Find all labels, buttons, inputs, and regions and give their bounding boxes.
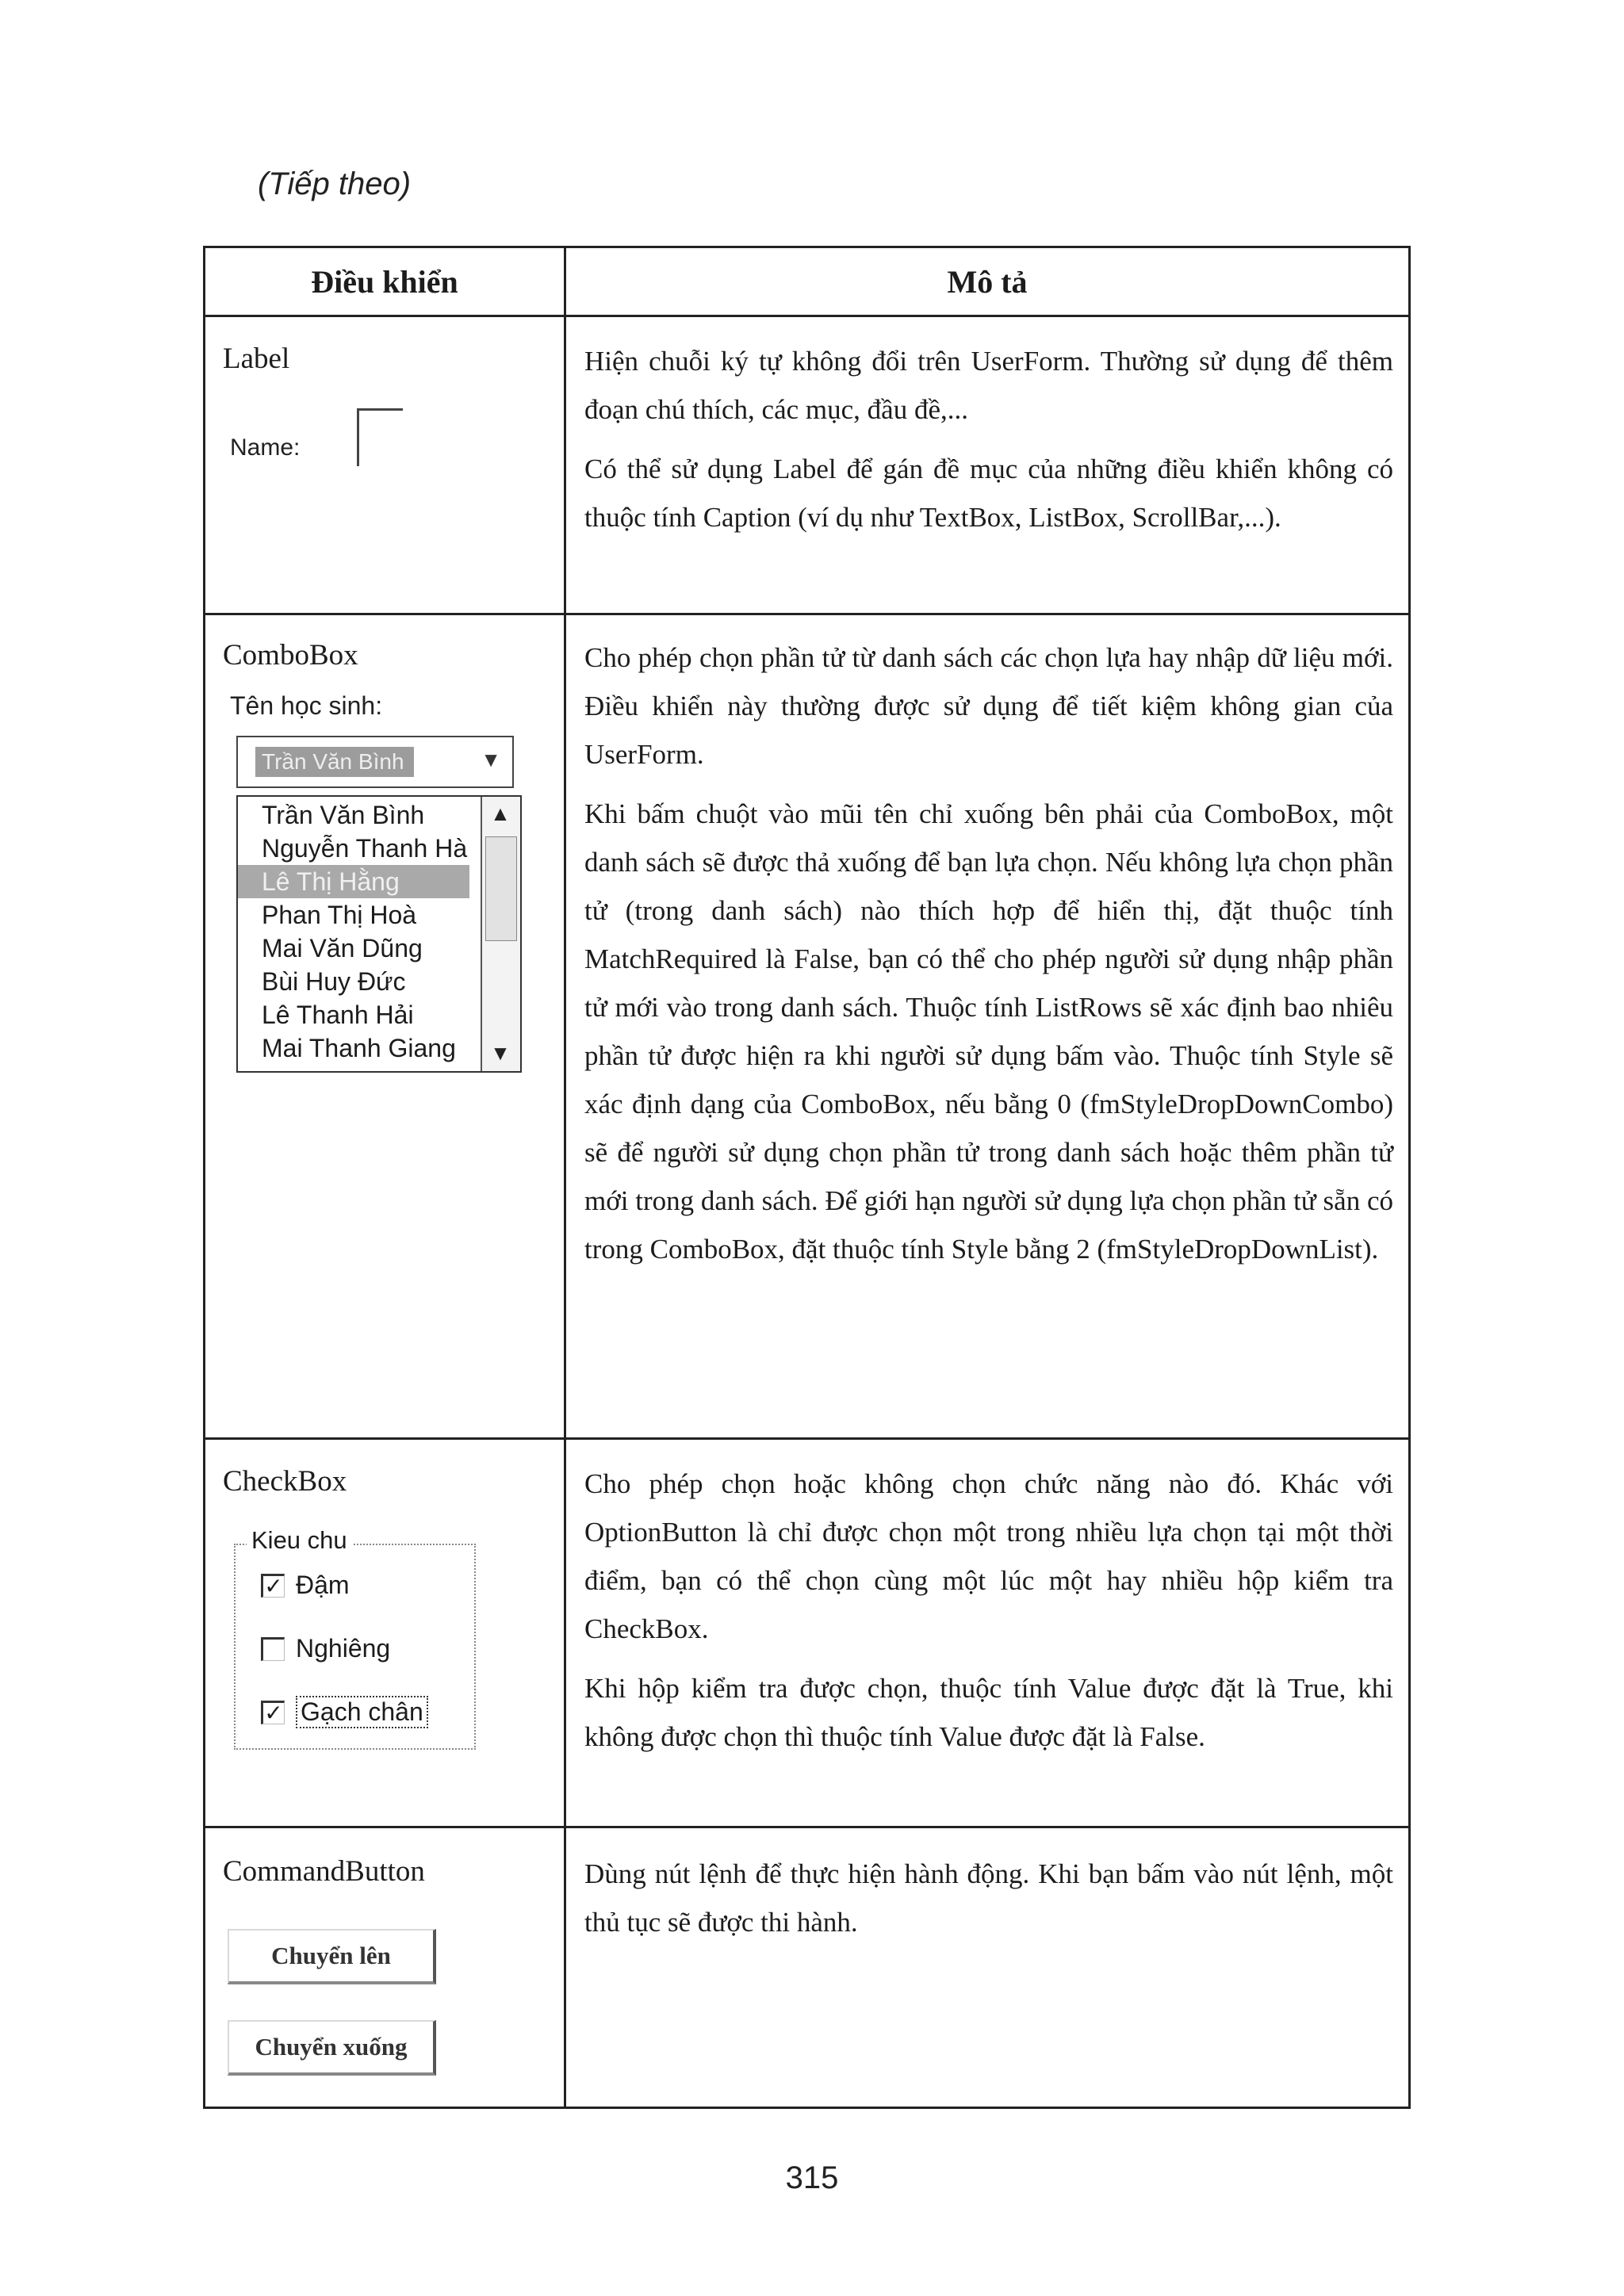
continued-label: (Tiếp theo) [258,166,412,201]
list-item[interactable]: Trần Văn Bình [262,801,425,829]
description-paragraph: Dùng nút lệnh để thực hiện hành động. Khi bạn bấm vào nút lệnh, một thủ tục sẽ được thi hành. [584,1858,1393,1938]
row-divider [205,1437,1408,1440]
scroll-down-arrow-icon[interactable]: ▼ [490,1042,511,1065]
row-divider [205,613,1408,615]
description-paragraph: Khi bấm chuột vào mũi tên chỉ xuống bên phải của ComboBox, một danh sách sẽ được thả xuống để bạn lựa chọn. Nếu không lựa chọn phần tử (trong danh sách) nào thích hợp để hiển thị, đặt thuộc tính MatchRequired là False, bạn có thể cho phép người sử dụng nhập phần tử mới vào trong danh sách. Thuộc tính ListRows sẽ xác định bao nhiêu phần tử được hiện ra khi người sử dụng bấm vào. Thuộc tính Style sẽ xác định dạng của ComboBox, nếu bằng 0 (fmStyleDropDownCombo) sẽ để người sử dụng chọn phần tử trong danh sách hoặc thêm phần tử mới trong danh sách. Để giới hạn người sử dụng lựa chọn phần tử sẵn có trong ComboBox, đặt thuộc tính Style bằng 2 (fmStyleDropDownList). [584,798,1393,1265]
checkbox-bold[interactable] [261,1571,350,1600]
checkbox-label: Gạch chân [296,1696,428,1728]
description-paragraph: Hiện chuỗi ký tự không đổi trên UserForm. Thường sử dụng để thêm đoạn chú thích, các mục, đầu đề,... [584,346,1393,425]
list-scrollbar[interactable] [481,797,520,1071]
description-checkbox [584,1460,1393,1772]
checkbox-demo-frame [234,1526,476,1750]
combo-demo-selected: Trần Văn Bình [255,747,414,777]
checkbox-underline[interactable] [261,1696,428,1728]
header-control: Điều khiển [311,263,458,300]
page-number: 315 [785,2160,839,2195]
row-divider [205,315,1408,317]
checkmark-icon[interactable]: ✓ [261,1701,285,1724]
list-item[interactable]: Lê Thanh Hải [262,1001,414,1029]
checkbox-empty[interactable] [261,1637,285,1661]
list-item[interactable]: Phan Thị Hoà [262,901,417,929]
description-paragraph: Cho phép chọn hoặc không chọn chức năng nào đó. Khác với OptionButton là chỉ được chọn một trong nhiều lựa chọn tại một thời điểm, bạn có thể chọn cùng một lúc một hay nhiều hộp kiểm tra CheckBox. [584,1468,1393,1644]
list-item[interactable]: Mai Thanh Giang [262,1034,456,1062]
move-up-button[interactable]: Chuyển lên [228,1929,436,1984]
control-name-checkbox: CheckBox [223,1465,347,1498]
checkmark-icon[interactable]: ✓ [261,1574,285,1598]
list-item-highlighted[interactable]: Lê Thị Hằng [238,865,469,898]
description-paragraph: Cho phép chọn phần tử từ danh sách các chọn lựa hay nhập dữ liệu mới. Điều khiển này thường được sử dụng để tiết kiệm không gian của UserForm. [584,642,1393,770]
frame-title: Kieu chu [247,1526,352,1555]
scroll-up-arrow-icon[interactable]: ▲ [490,802,511,825]
combo-demo-caption: Tên học sinh: [230,691,383,720]
description-label [584,337,1393,553]
header-description: Mô tả [947,263,1028,300]
checkbox-label: Nghiêng [296,1634,391,1663]
description-combobox [584,633,1393,1284]
checkbox-label: Đậm [296,1571,350,1599]
list-item[interactable]: Bùi Huy Đức [262,967,406,996]
row-divider [205,1826,1408,1828]
combo-demo-box[interactable] [236,736,514,788]
controls-table [203,246,1411,2109]
checkbox-italic[interactable] [261,1634,390,1663]
scroll-thumb[interactable] [485,836,517,941]
description-commandbutton [584,1850,1393,1957]
control-name-label: Label [223,342,290,375]
list-item[interactable]: Nguyễn Thanh Hà [262,834,468,863]
control-name-commandbutton: CommandButton [223,1855,425,1888]
move-down-button[interactable]: Chuyển xuống [228,2020,436,2076]
list-item[interactable]: Mai Văn Dũng [262,934,423,962]
description-paragraph: Có thể sử dụng Label để gán đề mục của những điều khiển không có thuộc tính Caption (ví dụ như TextBox, ListBox, ScrollBar,...). [584,453,1393,533]
label-demo-bracket [357,408,403,466]
chevron-down-icon[interactable]: ▼ [481,748,501,771]
label-demo-text: Name: [230,434,301,461]
description-paragraph: Khi hộp kiểm tra được chọn, thuộc tính Value được đặt là True, khi không được chọn thì thuộc tính Value được đặt là False. [584,1673,1393,1752]
combo-demo-list[interactable] [236,795,522,1073]
control-name-combobox: ComboBox [223,639,358,672]
